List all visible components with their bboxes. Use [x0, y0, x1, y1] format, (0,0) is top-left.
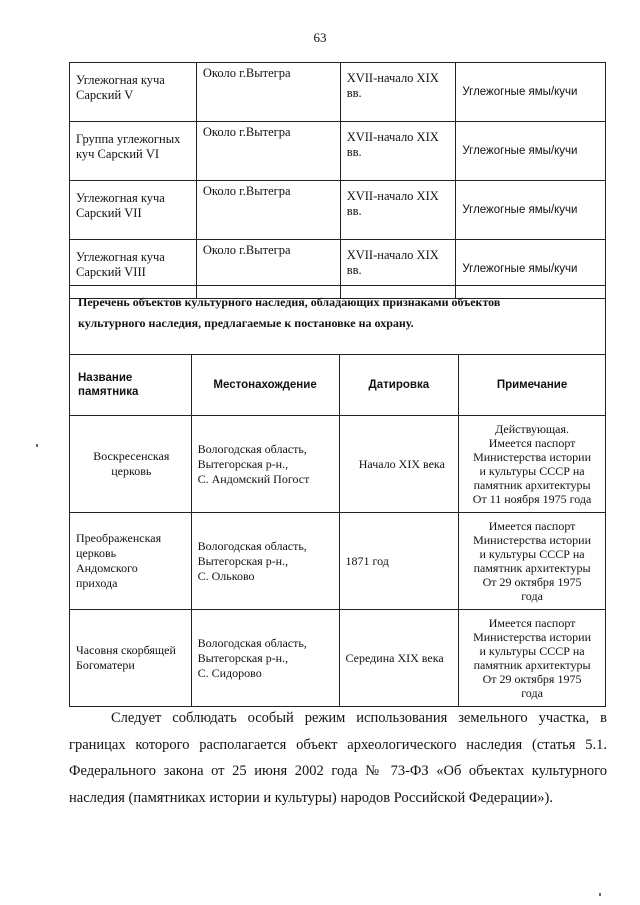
table-heading-line: Перечень объектов культурного наследия, обладающих признаками объектов — [78, 295, 501, 309]
cell-line: Имеется паспорт — [488, 436, 576, 450]
column-header-name — [70, 355, 192, 416]
cell-line: XVII-начало XIX — [346, 130, 439, 144]
cell-line: Вологодская область, — [197, 538, 307, 553]
cell-line: Действующая. — [495, 422, 570, 436]
cell-line: Богоматери — [76, 658, 135, 672]
cell-line: Углежогная куча — [76, 73, 165, 87]
cell-line: Министерства истории — [473, 630, 592, 644]
cell-line: памятник архитектуры — [473, 561, 591, 575]
cell-line: От 29 октября 1975 — [482, 575, 582, 589]
monument-location-cell — [191, 610, 339, 707]
column-header-line: памятника — [78, 386, 139, 398]
cell-line: года — [521, 686, 543, 700]
column-header-line: Примечание — [496, 379, 568, 391]
monument-name-cell — [70, 416, 192, 513]
site-type-cell: Углежогные ямы/кучи — [456, 122, 606, 181]
monument-note-cell — [459, 610, 606, 707]
site-type-cell: Углежогные ямы/кучи — [456, 240, 606, 299]
cell-line: Преображенская — [76, 531, 162, 545]
column-header-line: Местонахождение — [213, 379, 317, 391]
cell-line: Группа углежогных — [76, 132, 181, 146]
page-number: 63 — [313, 30, 327, 45]
monument-note-cell — [459, 416, 606, 513]
cell-line: Вологодская область, — [197, 441, 307, 456]
scan-speck — [599, 893, 601, 896]
cell-line: Углежогная куча — [76, 250, 165, 264]
cell-line: Сарский VIII — [76, 265, 146, 279]
cell-line: От 29 октября 1975 — [482, 672, 582, 686]
monument-name-cell — [70, 513, 192, 610]
cell-line: вв. — [346, 145, 362, 159]
table-row — [70, 63, 606, 122]
cell-line: С. Андомский Погост — [197, 471, 310, 486]
cell-line: года — [521, 589, 543, 603]
cell-line: С. Ольково — [197, 568, 255, 583]
table-row — [70, 610, 606, 707]
cell-line: вв. — [346, 263, 362, 277]
site-type-cell: Углежогные ямы/кучи — [456, 63, 606, 122]
monument-location-cell — [191, 513, 339, 610]
archaeological-sites-table — [69, 62, 606, 299]
cell-line: куч Сарский VI — [76, 147, 160, 161]
cell-line: Углежогная куча — [76, 191, 165, 205]
site-name-cell — [70, 122, 197, 181]
table-row — [70, 181, 606, 240]
table-row — [70, 513, 606, 610]
cell-line: Сарский VII — [76, 206, 142, 220]
cell-line: и культуры СССР на — [479, 464, 585, 478]
cell-line: церковь — [111, 464, 152, 478]
monument-dating-cell: Начало XIX века — [339, 416, 459, 513]
table-heading — [70, 286, 606, 355]
site-type-cell: Углежогные ямы/кучи — [456, 181, 606, 240]
cell-line: Министерства истории — [473, 533, 592, 547]
cell-line: XVII-начало XIX — [346, 248, 439, 262]
monument-name-cell — [70, 610, 192, 707]
cell-line: Часовня скорбящей — [76, 643, 176, 657]
column-header-note — [459, 355, 606, 416]
site-location-cell: Около г.Вытегра — [196, 181, 340, 240]
cell-line: От 11 ноября 1975 года — [472, 492, 592, 506]
monument-location-cell — [191, 416, 339, 513]
cell-line: вв. — [346, 86, 362, 100]
monument-dating-cell: Середина XIX века — [339, 610, 459, 707]
cell-line: и культуры СССР на — [479, 547, 585, 561]
cell-line: Вытегорская р-н., — [197, 650, 289, 665]
cell-line: и культуры СССР на — [479, 644, 585, 658]
site-location-cell: Около г.Вытегра — [196, 63, 340, 122]
heritage-objects-table — [69, 285, 606, 707]
cell-line: прихода — [76, 576, 118, 590]
cell-line: Андомского — [76, 561, 138, 575]
column-header-dating — [339, 355, 459, 416]
site-name-cell — [70, 181, 197, 240]
cell-line: Министерства истории — [473, 450, 592, 464]
table-heading-line: культурного наследия, предлагаемые к постановке на охрану. — [78, 316, 414, 330]
column-header-location — [191, 355, 339, 416]
scan-speck — [36, 444, 38, 447]
table-row — [70, 122, 606, 181]
cell-line: Вологодская область, — [197, 635, 307, 650]
site-location-cell: Около г.Вытегра — [196, 240, 340, 299]
cell-line: С. Сидорово — [197, 665, 262, 680]
cell-line: памятник архитектуры — [473, 478, 591, 492]
cell-line: XVII-начало XIX — [346, 189, 439, 203]
site-location-cell: Около г.Вытегра — [196, 122, 340, 181]
site-dating-cell — [340, 63, 456, 122]
cell-line: Сарский V — [76, 88, 134, 102]
column-header-row — [70, 355, 606, 416]
cell-line: Вытегорская р-н., — [197, 553, 289, 568]
table-row — [70, 416, 606, 513]
site-name-cell — [70, 63, 197, 122]
cell-line: XVII-начало XIX — [346, 71, 439, 85]
cell-line: Воскресенская — [93, 449, 170, 463]
column-header-line: Название — [78, 372, 133, 384]
cell-line: Вытегорская р-н., — [197, 456, 289, 471]
site-dating-cell — [340, 181, 456, 240]
monument-note-cell — [459, 513, 606, 610]
monument-dating-cell: 1871 год — [339, 513, 459, 610]
site-dating-cell — [340, 122, 456, 181]
cell-line: Имеется паспорт — [488, 616, 576, 630]
body-paragraph: Следует соблюдать особый режим использования земельного участка, в границах которого располагается объект археологического наследия (статья 5.1. Федерального закона от 25 июня 2002 года № 73-ФЗ «Об объектах культурного наследия (памятниках истории и культуры) народов Российской Федерации»). — [69, 710, 607, 806]
cell-line: Имеется паспорт — [488, 519, 576, 533]
cell-line: церковь — [76, 546, 117, 560]
cell-line: вв. — [346, 204, 362, 218]
cell-line: памятник архитектуры — [473, 658, 591, 672]
column-header-line: Датировка — [368, 379, 430, 391]
